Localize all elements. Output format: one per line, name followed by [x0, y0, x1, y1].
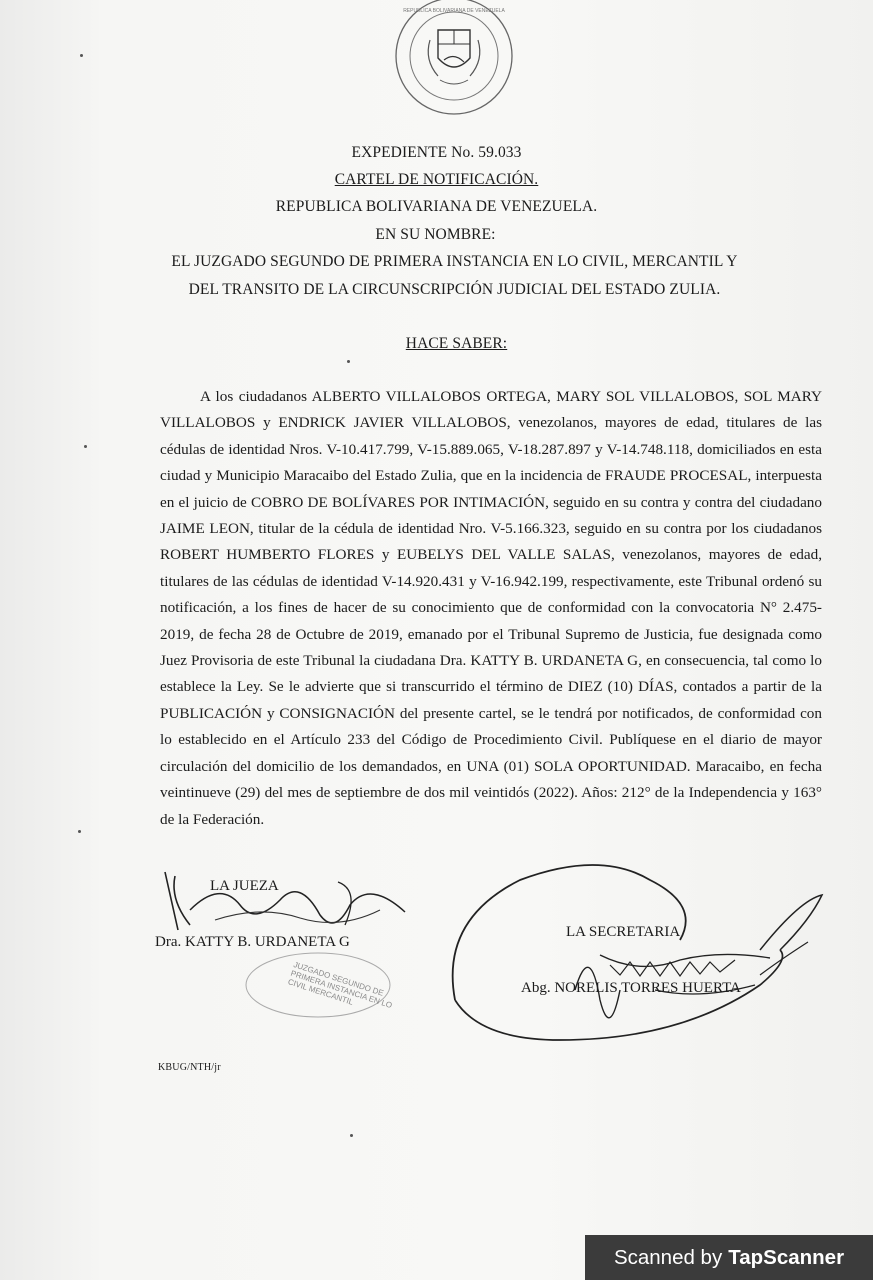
reference-initials: KBUG/NTH/jr: [158, 1062, 221, 1073]
speck: [350, 1134, 353, 1137]
en-su-nombre: EN SU NOMBRE:: [375, 226, 496, 243]
speck: [78, 830, 81, 833]
notification-paragraph: A los ciudadanos ALBERTO VILLALOBOS ORTEGA, MARY SOL VILLALOBOS, SOL MARY VILLALOBOS y ENDRICK JAVIER VILLALOBOS, venezolanos, mayores de edad, titulares de las cédulas de identidad Nros. V-10.417.799, V-15.889.065, V-18.287.897 y V-14.748.118, domiciliados en esta ciudad y Municipio Maracaibo del Estado Zulia, que en la incidencia de FRAUDE PROCESAL, interpuesta en el juicio de COBRO DE BOLÍVARES POR INTIMACIÓN, seguido en su contra y contra del ciudadano JAIME LEON, titular de la cédula de identidad Nro. V-5.166.323, seguido en su contra por los ciudadanos ROBERT HUMBERTO FLORES y EUBELYS DEL VALLE SALAS, venezolanos, mayores de edad, titulares de las cédulas de identidad V-14.920.431 y V-16.942.199, respectivamente, este Tribunal ordenó su notificación, a los fines de hacer de su conocimiento que de conformidad con la convocatoria N° 2.475-2019, de fecha 28 de Octubre de 2019, emanado por el Tribunal Supremo de Justicia, fue designada como Juez Provisoria de este Tribunal la ciudadana Dra. KATTY B. URDANETA G, en consecuencia, tal como lo establece la Ley. Se le advierte que si transcurrido el término de DIEZ (10) DÍAS, contados a partir de la PUBLICACIÓN y CONSIGNACIÓN del presente cartel, se le tendrá por notificados, de conformidad con lo establecido en el Artículo 233 del Código de Procedimiento Civil. Publíquese en el diario de mayor circulación del domicilio de los demandados, en UNA (01) SOLA OPORTUNIDAD. Maracaibo, en fecha veintinueve (29) del mes de septiembre de dos mil veintidós (2022). Años: 212° de la Independencia y 163° de la Federación.: [160, 388, 822, 828]
republica-heading: REPUBLICA BOLIVARIANA DE VENEZUELA.: [275, 198, 598, 215]
court-stamp-text: JUZGADO SEGUNDO DE PRIMERA INSTANCIA EN LO CIVIL MERCANTIL: [286, 960, 394, 1011]
juzgado-line-2: DEL TRANSITO DE LA CIRCUNSCRIPCIÓN JUDICIAL DEL ESTADO ZULIA.: [188, 281, 721, 298]
juzgado-line-1: EL JUZGADO SEGUNDO DE PRIMERA INSTANCIA EN LO CIVIL, MERCANTIL Y: [171, 253, 738, 270]
secretaria-name: Abg. NORELIS TORRES HUERTA: [521, 980, 741, 996]
hace-saber-heading: HACE SABER:: [405, 335, 508, 352]
speck: [84, 445, 87, 448]
jueza-name: Dra. KATTY B. URDANETA G: [155, 934, 350, 950]
jueza-title: LA JUEZA: [210, 878, 279, 894]
expediente-number: EXPEDIENTE No. 59.033: [351, 144, 522, 161]
speck: [347, 360, 350, 363]
banner-brand: TapScanner: [728, 1245, 845, 1269]
banner-prefix: Scanned by: [613, 1245, 723, 1269]
secretaria-title: LA SECRETARIA: [566, 924, 681, 940]
svg-text:REPUBLICA BOLIVARIANA DE VENEZ: REPUBLICA BOLIVARIANA DE VENEZUELA: [403, 8, 505, 14]
cartel-title: CARTEL DE NOTIFICACIÓN.: [334, 171, 539, 188]
tapscanner-watermark: [585, 1235, 873, 1280]
speck: [80, 54, 83, 57]
